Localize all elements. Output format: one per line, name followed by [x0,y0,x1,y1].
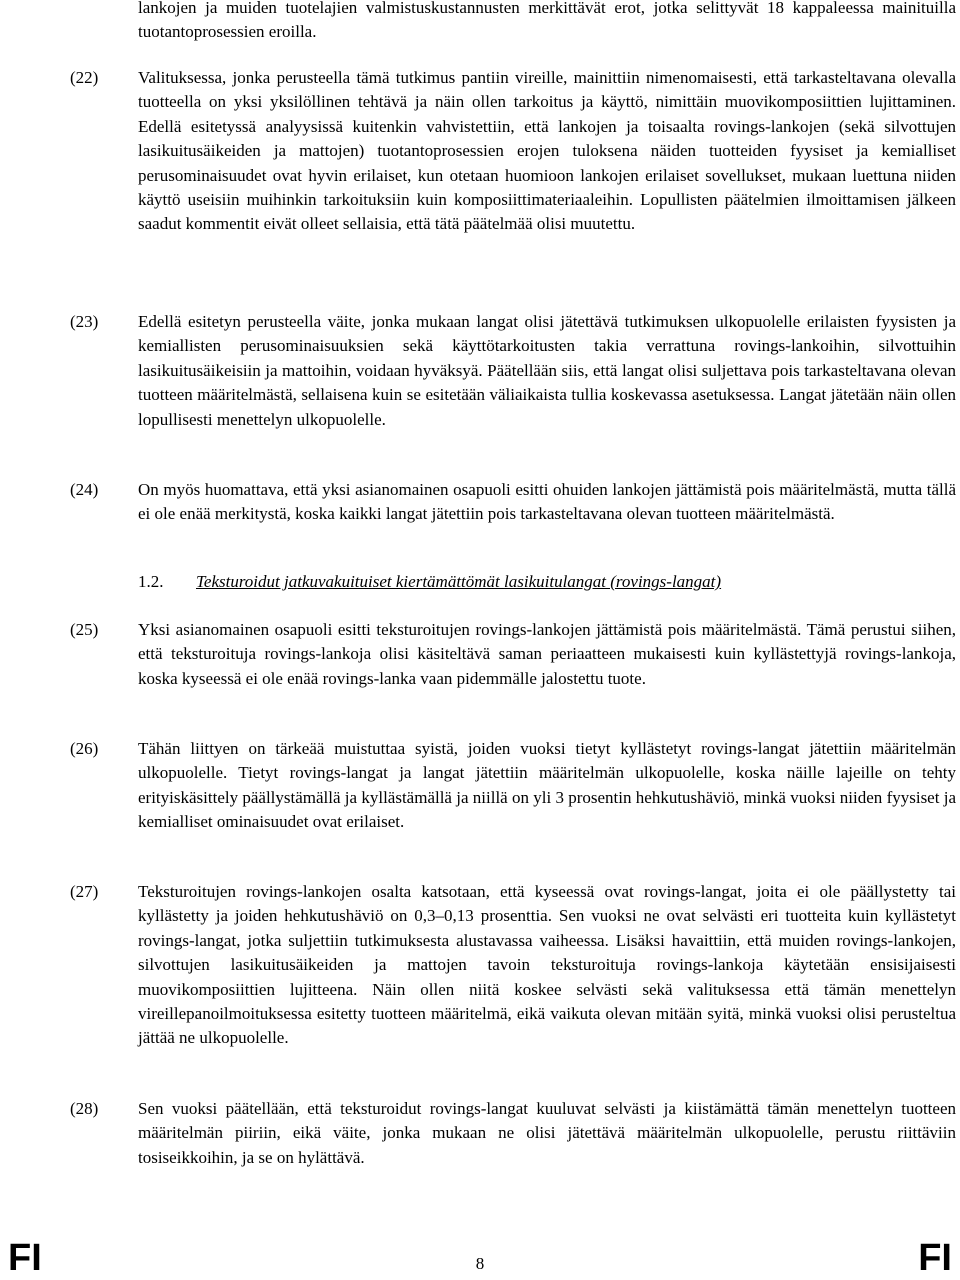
paragraph-number-26: (26) [70,739,99,758]
section-heading-number: 1.2. [138,572,164,591]
paragraph-26: Tähän liittyen on tärkeää muistuttaa syistä, joiden vuoksi tietyt kyllästetyt rovings-langat jätettiin määritelmän ulkopuolelle. Tietyt rovings-langat ja langat jätettiin määritelmän ulkopuolelle, koska näille lajeille on tehty erityiskäsittely päällystämällä ja kyllästämällä ja niillä on yli 3 prosentin hehkutushäviö, minkä vuoksi niiden fyysiset ja kemialliset ominaisuudet ovat erilaiset. [138,739,956,832]
page-number: 8 [475,1254,485,1273]
paragraph-24: On myös huomattava, että yksi asianomainen osapuoli esitti ohuiden lankojen jättämistä pois määritelmästä, mutta tällä ei ole enää merkitystä, koska kaikki langat jätettiin pois tarkasteltavana olevan tuotteen määritelmästä. [138,480,956,524]
paragraph-23: Edellä esitetyn perusteella väite, jonka mukaan langat olisi jätettävä tutkimuksen ulkopuolelle erilaisten fyysisten ja kemiallisten perusominaisuuksien sekä käyttötarkoitusten takia verrattuna rovings-lankoihin, silvottuihin lasikuitusäikeisiin ja mattoihin, voidaan hyväksyä. Päätellään siis, että langat olisi suljettava pois tarkasteltavana olevan tuotteen määritelmästä, sellaisena kuin se esitetään väliaikaista tullia koskevassa asetuksessa. Langat jätetään näin ollen lopullisesti menettelyn ulkopuolelle. [138,312,956,429]
paragraph-number-28: (28) [70,1099,99,1118]
paragraph-number-27: (27) [70,882,99,901]
intro-paragraph: lankojen ja muiden tuotelajien valmistuskustannusten merkittävät erot, jotka selittyvät 18 kappaleessa mainituilla tuotantoprosessien eroilla. [138,0,956,42]
paragraph-number-24: (24) [70,480,99,499]
paragraph-25: Yksi asianomainen osapuoli esitti teksturoitujen rovings-lankojen jättämistä pois määritelmästä. Tämä perustui siihen, että teksturoituja rovings-lankoja olisi käsiteltävä saman periaatteen mukaisesti kuin kyllästettyjä rovings-lankoja, koska kyseessä ei ole enää rovings-lanka vaan pidemmälle jalostettu tuote. [138,620,956,688]
paragraph-28: Sen vuoksi päätellään, että teksturoidut rovings-langat kuuluvat selvästi ja kiistämättä tämän menettelyn tuotteen määritelmän piiriin, eikä väite, jonka mukaan ne olisi jätettävä määritelmän ulkopuolelle, perustu riittäviin tosiseikkoihin, ja se on hylättävä. [138,1099,956,1167]
section-heading-title: Teksturoidut jatkuvakuituiset kiertämättömät lasikuitulangat (rovings-langat) [196,572,722,591]
paragraph-number-22: (22) [70,68,99,87]
footer-language-right: FI [918,1237,952,1279]
paragraph-27: Teksturoitujen rovings-lankojen osalta katsotaan, että kyseessä ovat rovings-langat, joita ei ole päällystetty tai kyllästetty ja joiden hehkutushäviö on 0,3–0,13 prosenttia. Sen vuoksi ne ovat selvästi eri tuotteita kuin kyllästetyt rovings-langat, jotka suljettiin tutkimuksesta alustavassa vaiheessa. Lisäksi havaittiin, että muiden rovings-lankojen, silvottujen lasikuitusäikeiden ja mattojen tavoin teksturoituja rovings-lankoja käytetään ensisijaisesti muovikomposiittien lujitteena. Näin ollen niitä koskee selvästi sekä valituksessa että tämän menettelyn vireillepanoilmoituksessa esitetty tuotteen määritelmä, eikä vaikuta olevan mitään syitä, minkä vuoksi olisi perusteltua jättää ne ulkopuolelle. [138,882,956,1048]
paragraph-number-25: (25) [70,620,99,639]
footer-language-left: FI [8,1237,42,1279]
paragraph-22: Valituksessa, jonka perusteella tämä tutkimus pantiin vireille, mainittiin nimenomaisesti, että tarkasteltavana olevalla tuotteella on yksi yksilöllinen tehtävä ja näin ollen tarkoitus ja käyttö, nimittäin muovikomposiittien lujittaminen. Edellä esitetyssä analyysissä kuitenkin vahvistettiin, että lankojen ja toisaalta rovings-lankojen (sekä silvottujen lasikuitusäikeiden ja mattojen) tuotantoprosessien erojen tuloksena näiden tuotteiden fyysiset ja kemialliset perusominaisuudet ovat hyvin erilaiset, kun otetaan huomioon lankojen erilaiset sovellukset, mukaan luettuna niiden käyttö useisiin muihinkin tarkoituksiin kuin komposiittimateriaaleihin. Lopullisten päätelmien ilmoittamisen jälkeen saadut kommentit eivät olleet sellaisia, että tätä päätelmää olisi muutettu. [138,68,956,234]
section-heading [138,570,721,594]
paragraph-number-23: (23) [70,312,99,331]
